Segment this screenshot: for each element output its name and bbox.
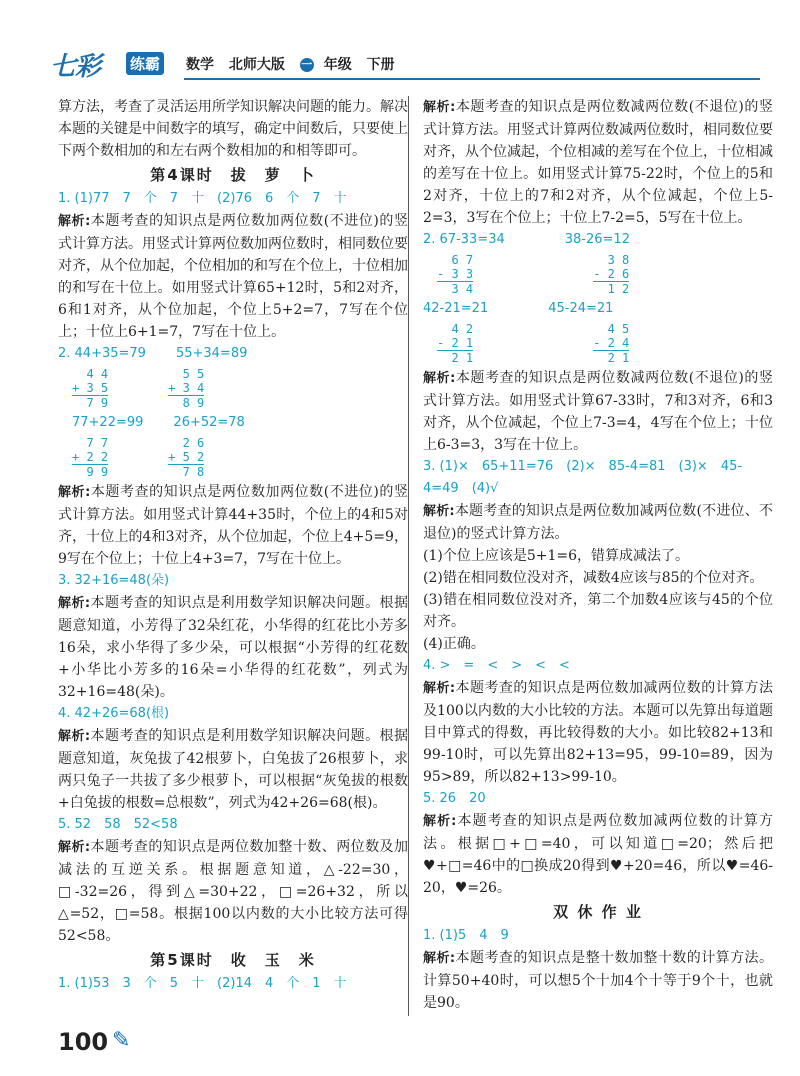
- vertical-calc: 4 4 + 3 5 7 9: [72, 367, 109, 410]
- vertical-calc: 2 6 + 5 2 7 8: [168, 436, 205, 479]
- analysis-q4: 解析:本题考查的知识点是利用数学知识解决问题。根据题意知道，灰兔拔了42根萝卜，白兔拔了26根萝卜，求两只兔子一共拔了多少根萝卜，可以根据“灰兔拔的根数+白兔拔的根数=总根数”，列式为42+26=68(根)。: [58, 728, 409, 811]
- pencil-icon: ✎: [112, 1028, 131, 1053]
- vertical-calc: 4 2 - 2 1 2 1: [437, 322, 474, 365]
- analysis-q3: 解析:本题考查的知识点是两位数加减两位数(不进位、不退位)的竖式计算方法。: [423, 503, 773, 542]
- answer-q3: 3. (1)× 65+11=76 (2)× 85-4=81 (3)× 45-4=49 (4)√: [423, 459, 743, 496]
- book-info: [186, 54, 405, 74]
- section-title: 第5课时 收 玉 米: [150, 951, 316, 969]
- analysis-q3-item: (3)错在相同数位没对齐，第二个加数4应该与45的个位对齐。: [423, 592, 773, 630]
- column-divider: [408, 96, 409, 1016]
- subject: 数学: [186, 57, 214, 73]
- analysis-q2: 解析:本题考查的知识点是两位数加两位数(不进位)的竖式计算方法。如用竖式计算44+35时，个位上的4和5对齐，十位上的4和3对齐，从个位加起，个位上4+5=9，9写在个位上；十位上4+3=7，7写在十位上。: [58, 484, 408, 567]
- edition: 北师大版: [228, 57, 285, 73]
- brand-badge: 练霸: [126, 52, 164, 75]
- brand-logo: 七彩: [50, 52, 101, 82]
- analysis-q3-item: (2)错在相同数位没对齐，减数4应该与85的个位对齐。: [423, 570, 764, 586]
- page-number: 100: [58, 1028, 109, 1056]
- analysis-continued: 解析:本题考查的知识点是两位数减两位数(不退位)的竖式计算方法。用竖式计算两位数减两位数时，相同数位要对齐，从个位减起，个位相减的差写在个位上，十位相减的差写在十位上。如用竖式计算75-22时，个位上的5和2对齐，十位上的7和2对齐，从个位减起，个位上5-2=3，3写在个位上；十位上7-2=5，5写在十位上。: [423, 99, 773, 226]
- answer-q1: 1. (1)77 7 个 7 十 (2)76 6 个 7 十: [58, 191, 347, 206]
- vertical-calcs-1: [58, 365, 408, 412]
- section-title: 双 休 作 业: [553, 903, 643, 921]
- left-column: [58, 96, 408, 995]
- vertical-calcs-2: [58, 434, 408, 481]
- analysis-q5: 解析:本题考查的知识点是两位数加整十数、两位数及加减法的互逆关系。根据题意知道，△-22=30，□-32=26，得到△=30+22，□=26+32，所以△=52，□=58。根据100以内数的大小比较方法可得52<58。: [58, 839, 409, 944]
- vertical-calcs-1: [423, 251, 773, 298]
- analysis-q3-item: (1)个位上应该是5+1=6，错算成减法了。: [423, 548, 690, 564]
- answer-q5: 5. 26 20: [423, 791, 486, 806]
- answer-q2-row2: 42-21=21 45-24=21: [423, 301, 614, 316]
- vertical-calc: 6 7 - 3 3 3 4: [437, 253, 474, 296]
- vertical-calcs-2: [423, 320, 773, 367]
- vertical-calc: 3 8 - 2 6 1 2: [593, 253, 630, 296]
- analysis-q3-item: (4)正确。: [423, 636, 485, 652]
- answer-q2-row2: 77+22=99 26+52=78: [72, 415, 245, 430]
- analysis-q1: 解析:本题考查的知识点是整十数加整十数的计算方法。计算50+40时，可以想5个十加4个十等于9个十，也就是90。: [423, 950, 774, 1011]
- answer-q5: 5. 52 58 52<58: [58, 817, 178, 832]
- continued-paragraph: 算方法，考查了灵活运用所学知识解决问题的能力。解决本题的关键是中间数字的填写，确定中间数后，只要使上下两个数相加的和左右两个数相加的和相等即可。: [58, 99, 408, 159]
- answer-q4: 4. 42+26=68(根): [58, 706, 170, 721]
- section-title: 第4课时 拔 萝 卜: [150, 166, 316, 184]
- analysis-q3: 解析:本题考查的知识点是利用数学知识解决问题。根据题意知道，小芳得了32朵红花，小华得的红花比小芳多16朵，求小华得了多少朵，可以根据“小芳得的红花数+小华比小芳多的16朵=小华得的红花数”，列式为32+16=48(朵)。: [58, 595, 409, 700]
- answer-q3: 3. 32+16=48(朵): [58, 573, 170, 588]
- answer-q1: 1. (1)5 4 9: [423, 928, 509, 943]
- answer-q2: 2. 67-33=34 38-26=12: [423, 232, 630, 247]
- page-header: [40, 44, 760, 86]
- analysis-q1: 解析:本题考查的知识点是两位数加两位数(不进位)的竖式计算方法。用竖式计算两位数加两位数时，相同数位要对齐，从个位加起，个位相加的和写在个位上，十位相加的和写在十位上。如用竖式计算65+12时，5和2对齐，6和1对齐，从个位加起，个位上5+2=7，7写在个位上；十位上6+1=7，7写在十位上。: [58, 213, 408, 340]
- grade-number: 一: [301, 58, 313, 71]
- analysis-q4: 解析:本题考查的知识点是两位数加减两位数的计算方法及100以内数的大小比较的方法。本题可以先算出每道题目中算式的得数，再比较得数的大小。如比较82+13和99-10时，可以先算出82+13=95，99-10=89，因为95>89，所以82+13>99-10。: [423, 680, 774, 785]
- vertical-calc: 4 5 - 2 4 2 1: [593, 322, 630, 365]
- answer-q2: 2. 44+35=79 55+34=89: [58, 346, 248, 361]
- right-column: [423, 96, 773, 1014]
- vertical-calc: 7 7 + 2 2 9 9: [72, 436, 109, 479]
- analysis-q5: 解析:本题考查的知识点是两位数加减两位数的计算方法。根据□+□=40，可以知道□=20；然后把♥+□=46中的□换成20得到♥+20=46，所以♥=46-20，♥=26。: [423, 813, 773, 896]
- term: 下册: [366, 57, 395, 73]
- answer-q4: 4. > = < > < <: [423, 658, 570, 673]
- grade: 年级: [323, 57, 352, 73]
- answer-q1b: 1. (1)53 3 个 5 十 (2)14 4 个 1 十: [58, 976, 347, 991]
- vertical-calc: 5 5 + 3 4 8 9: [168, 367, 205, 410]
- analysis-q2: 解析:本题考查的知识点是两位数减两位数(不退位)的竖式计算方法。如用竖式计算67-33时，7和3对齐，6和3对齐，从个位减起，个位上7-3=4，4写在个位上；十位上6-3=3，3写在十位上。: [423, 370, 773, 453]
- header-rule: [184, 78, 760, 80]
